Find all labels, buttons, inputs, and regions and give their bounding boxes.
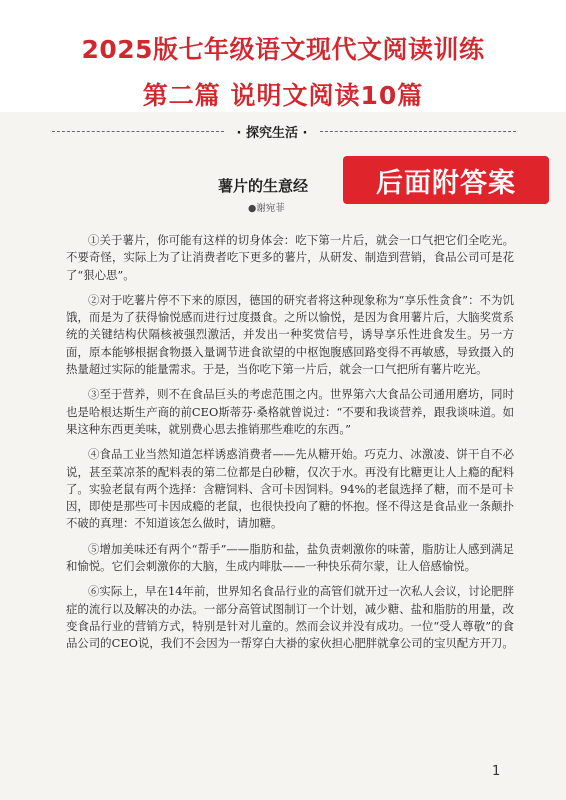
- article-body: [66, 232, 514, 661]
- document-subtitle: 第二篇 说明文阅读10篇: [142, 81, 424, 110]
- answer-notice-badge: 后面附答案: [343, 156, 549, 204]
- paragraph: ①关于薯片，你可能有这样的切身体会：吃下第一片后，就会一口气把它们全吃光。不要奇怪，实际上为了让消费者吃下更多的薯片，从研发、制造到营销，食品公司可是花了“狠心思”。: [66, 233, 514, 282]
- paragraph: ⑥实际上，早在14年前，世界知名食品行业的高管们就开过一次私人会议，讨论肥胖症的流行以及解决的办法。一部分高管试图制订一个计划，减少糖、盐和脂肪的用量，改变食品行业的营销方式，特别是针对儿童的。然而会议并没有成功。一位“受人尊敬”的食品公司的CEO说，我们不会因为一帮穿白大褂的家伙担心肥胖就拿公司的宝贝配方开刀。: [66, 584, 514, 651]
- section-label: · 探究生活 ·: [236, 126, 308, 141]
- section-divider-left: [52, 131, 224, 132]
- paragraph: ⑤增加美味还有两个“帮手”——脂肪和盐，盐负责刺激你的味蕾，脂肪让人感到满足和愉悦。它们会刺激你的大脑，生成内啡肽——一种快乐荷尔蒙，让人倍感愉悦。: [66, 541, 514, 574]
- paragraph: ③至于营养，则不在食品巨头的考虑范围之内。世界第六大食品公司通用磨坊，同时也是哈根达斯生产商的前CEO斯蒂芬·桑格就曾说过：“不要和我谈营养，跟我谈味道。如果这种东西更美味，就别费心思去推销那些难吃的东西。”: [66, 387, 514, 436]
- page-number: 1: [492, 764, 501, 779]
- article-author: ●谢宛菲: [248, 203, 285, 214]
- document-title: 2025版七年级语文现代文阅读训练: [81, 35, 485, 64]
- paragraph: ④食品工业当然知道怎样诱惑消费者——先从糖开始。巧克力、冰激凌、饼干自不必说，甚至菜凉茶的配料表的第二位都是白砂糖，仅次于水。再没有比糖更让人上瘾的配料了。实验老鼠有两个选择：含糖饲料、含可卡因饲料。94%的老鼠选择了糖，而不是可卡因，即使是那些可卡因成瘾的老鼠，也很快投向了糖的怀抱。怪不得这是食品业一条颠扑不破的真理：不知道该怎么做时，请加糖。: [66, 447, 514, 531]
- section-divider-right: [320, 131, 516, 132]
- page-header: [0, 0, 566, 118]
- paragraph: ②对于吃薯片停不下来的原因，德国的研究者将这种现象称为“享乐性贪食”：不为饥饿，而是为了获得愉悦感而进行过度摄食。之所以愉悦，是因为食用薯片后，大脑奖赏系统的关键结构伏隔核被强烈激活，并发出一种奖赏信号，诱导享乐性进食发生。另一方面，原本能够根据食物摄入量调节进食欲望的中枢饱腹感回路变得不再敏感，导致摄入的热量超过实际的能量需求。于是，当你吃下第一片后，就会一口气把所有薯片吃光。: [66, 292, 514, 377]
- article-title: 薯片的生意经: [218, 177, 309, 195]
